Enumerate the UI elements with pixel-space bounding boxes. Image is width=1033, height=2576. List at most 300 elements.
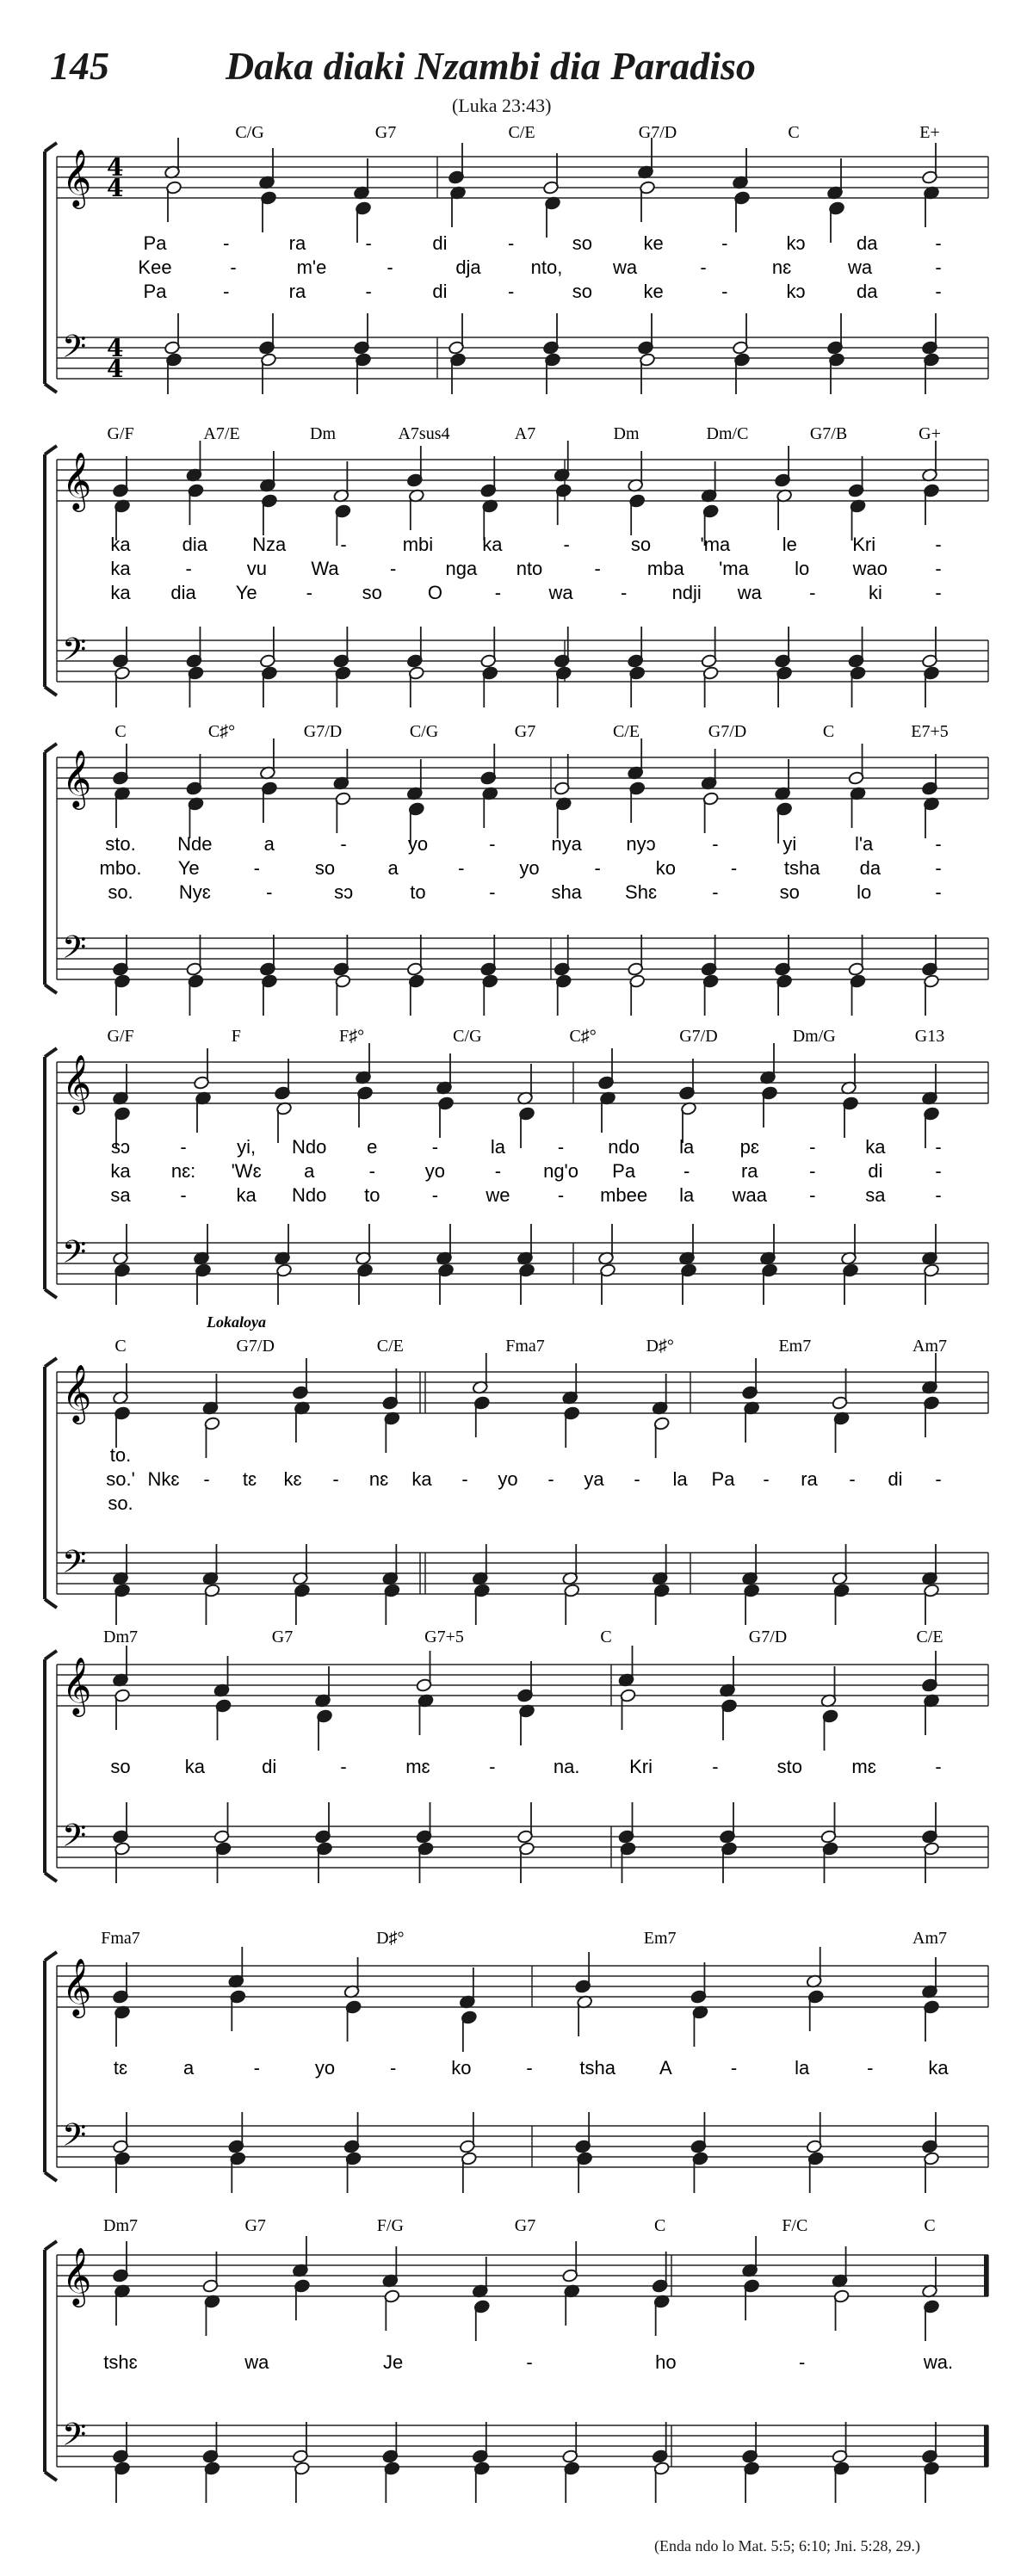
bass-note (833, 1584, 850, 1625)
system-bracket (45, 446, 57, 695)
lyric-syllable: - (180, 1136, 187, 1158)
lyric-syllable: - (809, 582, 816, 603)
lyric-syllable: yo (498, 1468, 518, 1490)
lyric-syllable: sha (551, 881, 582, 903)
treble-note (775, 446, 791, 487)
tenor-note (701, 627, 717, 668)
lyric-syllable: la (490, 1136, 506, 1158)
bass-note (629, 974, 646, 1016)
treble-note (826, 158, 843, 200)
scripture-reference: (Luka 23:43) (452, 95, 552, 116)
lyric-syllable: vu (246, 558, 267, 579)
treble-note (820, 1666, 837, 1708)
treble-note (472, 2257, 488, 2298)
lyric-syllable: lo (795, 558, 810, 579)
tenor-note (690, 2112, 707, 2153)
lyric-syllable: tsha (783, 857, 820, 879)
time-signature-bottom: 4 (107, 174, 124, 202)
tenor-note (292, 1544, 308, 1585)
treble-note (732, 148, 748, 189)
treble-note (921, 1957, 937, 1998)
treble-note (448, 143, 464, 184)
alto-note (356, 1086, 373, 1127)
bass-note (261, 666, 277, 707)
lyric-syllable: so. (108, 881, 133, 903)
alto-note (261, 494, 277, 535)
alto-note (482, 787, 498, 828)
chord-symbol: Dm (613, 424, 640, 443)
lyric-syllable: Je (383, 2351, 404, 2373)
bass-note (114, 1584, 130, 1625)
tenor-note (259, 627, 275, 668)
treble-staff (57, 157, 988, 198)
bass-note (850, 974, 866, 1016)
tenor-note (775, 627, 791, 668)
chord-symbol: F/G (376, 2216, 404, 2235)
lyric-syllable: Ndo (292, 1136, 327, 1158)
chord-symbol: Dm/C (706, 424, 749, 443)
bass-note (733, 353, 750, 394)
bass-note (923, 666, 939, 707)
chord-symbol: G+ (919, 424, 941, 443)
lyric-syllable: - (557, 1184, 565, 1206)
lyric-syllable: sa (110, 1184, 131, 1206)
lyric-syllable: - (390, 558, 397, 579)
lyric-syllable: so. (108, 1492, 133, 1514)
bass-note (316, 1842, 332, 1883)
treble-note (690, 1962, 707, 2004)
lyric-syllable: - (507, 281, 515, 302)
lyric-syllable: la (795, 2057, 810, 2079)
bass-note (629, 666, 646, 707)
alto-note (518, 1704, 535, 1745)
treble-note (112, 744, 128, 785)
lyric-syllable: sa (865, 1184, 886, 1206)
bass-note (260, 353, 276, 394)
tenor-note (416, 1802, 432, 1844)
tenor-note (213, 1802, 230, 1844)
bass-note (702, 974, 719, 1016)
lyric-syllable: di (868, 1160, 883, 1182)
tenor-note (186, 627, 202, 668)
tenor-note (202, 2422, 219, 2463)
bass-note (335, 666, 351, 707)
tenor-note (775, 935, 791, 976)
alto-note (653, 2295, 670, 2336)
chord-symbol: G/F (107, 1027, 134, 1046)
alto-note (204, 1417, 220, 1458)
tenor-note (637, 313, 653, 355)
lyric-syllable: - (935, 281, 942, 302)
alto-note (564, 2284, 580, 2326)
treble-note (333, 461, 349, 503)
alto-note (335, 792, 351, 833)
chord-symbol: G7/D (708, 722, 747, 741)
tenor-note (112, 1224, 128, 1265)
bass-note (923, 2152, 939, 2193)
lyric-syllable: 'Wɛ (231, 1160, 262, 1182)
tenor-note (382, 2422, 399, 2463)
alto-note (518, 1107, 535, 1148)
treble-note (112, 1962, 128, 2004)
bass-note (923, 1842, 939, 1883)
tenor-note (112, 935, 128, 976)
treble-note (742, 1358, 758, 1399)
bass-clef: 𝄢 (62, 1234, 87, 1278)
tenor-note (652, 1544, 668, 1585)
chord-symbol: C/E (612, 722, 640, 741)
alto-note (629, 494, 646, 535)
lyric-syllable: - (461, 1468, 468, 1490)
tenor-note (597, 1224, 614, 1265)
lyric-syllable: Pa (612, 1160, 636, 1182)
lyric-syllable: le (782, 534, 797, 555)
bass-note (114, 974, 130, 1016)
alto-note (842, 1096, 858, 1138)
treble-staff (57, 1966, 988, 2007)
alto-note (418, 1694, 434, 1735)
treble-note (228, 1947, 244, 1988)
bass-note (204, 2462, 220, 2503)
tenor-note (628, 935, 644, 976)
lyric-syllable: - (365, 281, 372, 302)
tenor-note (472, 2422, 488, 2463)
tenor-note (820, 1802, 837, 1844)
lyric-syllable: wa (847, 256, 873, 278)
bass-note (215, 1842, 232, 1883)
alto-note (114, 1406, 130, 1448)
alto-note (692, 2005, 708, 2047)
lyric-syllable: Nkɛ (147, 1468, 180, 1490)
lyric-syllable: - (494, 1160, 502, 1182)
bass-note (518, 1842, 535, 1883)
lyric-syllable: so (630, 534, 652, 555)
bass-clef: 𝄢 (62, 632, 87, 676)
lyric-syllable: pɛ (739, 1136, 759, 1158)
alto-note (923, 186, 939, 227)
alto-note (761, 1086, 777, 1127)
lyric-syllable: - (935, 256, 942, 278)
bass-note (564, 1584, 580, 1625)
lyric-syllable: lo (857, 881, 872, 903)
alto-note (833, 2289, 850, 2331)
lyric-syllable: mɛ (405, 1756, 430, 1777)
treble-note (575, 1952, 591, 1993)
treble-note (406, 446, 423, 487)
final-barline (984, 2425, 988, 2467)
tenor-note (921, 2422, 937, 2463)
alto-note (744, 2279, 760, 2320)
bass-note (923, 1584, 939, 1625)
lyric-syllable: di (432, 281, 448, 302)
bass-note (473, 2462, 490, 2503)
tenor-note (333, 627, 349, 668)
alto-note (923, 797, 939, 838)
treble-note (742, 2236, 758, 2277)
treble-note (618, 1646, 634, 1687)
tenor-note (921, 1224, 937, 1265)
lyric-syllable: Nza (252, 534, 287, 555)
lyric-syllable: so (314, 857, 336, 879)
alto-note (473, 2300, 490, 2341)
lyric-syllable: ndji (671, 582, 702, 603)
bass-note (114, 2152, 130, 2193)
chord-symbol: A7/E (203, 424, 240, 443)
treble-note (637, 138, 653, 179)
bass-note (744, 2462, 760, 2503)
alto-note (384, 2289, 400, 2331)
bass-note (114, 666, 130, 707)
lyric-syllable: a (304, 1160, 315, 1182)
bass-clef: 𝄢 (62, 2417, 87, 2461)
tenor-note (575, 2112, 591, 2153)
chord-symbol: G7 (244, 2216, 266, 2235)
chord-symbol: C/G (453, 1027, 482, 1046)
tenor-note (292, 2422, 308, 2463)
treble-staff (57, 2255, 988, 2296)
bass-clef: 𝄢 (62, 1818, 87, 1862)
lyric-syllable: la (679, 1184, 695, 1206)
lyric-syllable: - (730, 2057, 738, 2079)
lyric-syllable: - (494, 582, 502, 603)
bass-note (555, 666, 572, 707)
treble-note (292, 2236, 308, 2277)
lyric-syllable: - (458, 857, 465, 879)
lyric-syllable: - (721, 281, 728, 302)
lyric-syllable: A (659, 2057, 672, 2079)
lyric-syllable: - (620, 582, 628, 603)
alto-note (449, 186, 466, 227)
tenor-note (554, 935, 570, 976)
bass-staff (57, 337, 988, 379)
lyric-syllable: - (340, 833, 347, 855)
treble-note (186, 754, 202, 795)
lyric-syllable: ra (801, 1468, 818, 1490)
lyric-syllable: di (888, 1468, 903, 1490)
tenor-note (436, 1224, 452, 1265)
lyric-syllable: - (700, 256, 707, 278)
lyric-syllable: mbo. (99, 857, 142, 879)
treble-note (921, 1064, 937, 1105)
tenor-note (652, 2422, 668, 2463)
lyric-syllable: - (223, 232, 230, 254)
hymn-number: 145 (50, 44, 109, 88)
lyric-syllable: - (223, 281, 230, 302)
lyric-syllable: tɛ (242, 1468, 257, 1490)
lyric-syllable: - (935, 857, 942, 879)
lyric-syllable: - (809, 1184, 816, 1206)
lyric-syllable: ya (584, 1468, 604, 1490)
lyric-syllable: sɔ (111, 1136, 130, 1158)
tenor-note (406, 627, 423, 668)
alto-note (473, 1396, 490, 1437)
treble-note (678, 1059, 695, 1100)
bass-note (923, 2462, 939, 2503)
lyric-syllable: tsha (579, 2057, 615, 2079)
system-bracket (45, 1651, 57, 1881)
lyric-syllable: - (489, 881, 496, 903)
alto-note (215, 1699, 232, 1740)
lyric-syllable: - (526, 2351, 533, 2373)
bass-note (408, 974, 424, 1016)
bass-note (828, 353, 844, 394)
chord-symbol: C (600, 1628, 612, 1646)
treble-note (719, 1656, 735, 1697)
lyric-syllable: Kri (852, 534, 876, 555)
bass-note (833, 2462, 850, 2503)
system-bracket (45, 1048, 57, 1298)
chord-symbol: G13 (914, 1027, 945, 1046)
alto-note (639, 181, 655, 222)
bass-note (204, 1584, 220, 1625)
alto-note (564, 1406, 580, 1448)
lyric-syllable: ka (411, 1468, 432, 1490)
chord-symbol: C (788, 123, 800, 142)
lyric-syllable: - (253, 2057, 260, 2079)
chord-symbol: C♯° (207, 722, 236, 741)
tenor-note (193, 1224, 209, 1265)
lyric-syllable: - (332, 1468, 339, 1490)
treble-clef: 𝄞 (62, 1656, 92, 1714)
lyric-syllable: yi, (237, 1136, 257, 1158)
lyric-syllable: - (526, 2057, 533, 2079)
tenor-note (921, 935, 937, 976)
treble-note (628, 451, 644, 492)
tenor-note (314, 1802, 331, 1844)
alto-note (822, 1709, 838, 1751)
chord-symbol: Am7 (912, 1929, 947, 1948)
alto-note (260, 191, 276, 232)
bass-clef: 𝄢 (62, 930, 87, 973)
treble-note (382, 1368, 399, 1410)
lyric-syllable: nto (516, 558, 543, 579)
lyric-syllable: Pa (143, 281, 167, 302)
lyric-syllable: a (183, 2057, 195, 2079)
chord-symbol: G/F (107, 424, 134, 443)
lyric-syllable: - (306, 582, 312, 603)
tenor-note (164, 313, 180, 355)
lyric-syllable: Nyɛ (178, 881, 211, 903)
alto-note (653, 1417, 670, 1458)
lyric-syllable: - (390, 2057, 397, 2079)
lyric-syllable: dja (455, 256, 481, 278)
bass-note (335, 974, 351, 1016)
tenor-note (274, 1224, 290, 1265)
treble-note (480, 456, 497, 497)
bass-note (384, 1584, 400, 1625)
tenor-note (742, 2422, 758, 2463)
tenor-note (186, 935, 202, 976)
lyric-syllable: - (340, 534, 347, 555)
lyric-syllable: ka (110, 582, 131, 603)
lyric-syllable: l'a (854, 833, 874, 855)
lyric-syllable: to. (109, 1444, 132, 1466)
bass-note (345, 2152, 362, 2193)
treble-note (259, 738, 275, 780)
treble-note (554, 441, 570, 482)
bass-note (230, 2152, 246, 2193)
lyric-syllable: - (935, 582, 942, 603)
lyric-syllable: e (367, 1136, 378, 1158)
treble-note (112, 1064, 128, 1105)
lyric-syllable: - (935, 1160, 942, 1182)
tenor-note (832, 2422, 848, 2463)
system-bracket (45, 2241, 57, 2480)
lyric-syllable: kɔ (786, 281, 806, 302)
chord-symbol: Am7 (912, 1337, 947, 1356)
lyric-syllable: nɛ: (170, 1160, 196, 1182)
lyric-syllable: - (368, 1160, 375, 1182)
treble-note (562, 1363, 578, 1405)
chord-symbol: Dm/G (792, 1027, 836, 1046)
alto-note (114, 2284, 130, 2326)
final-barline (984, 2255, 988, 2296)
bass-clef: 𝄢 (62, 2117, 87, 2161)
tenor-note (848, 935, 864, 976)
alto-note (850, 787, 866, 828)
bass-note (744, 1584, 760, 1625)
alto-note (461, 2011, 477, 2052)
alto-note (437, 1096, 454, 1138)
chord-symbol: C (114, 722, 127, 741)
lyric-syllable: wa (737, 582, 762, 603)
lyric-syllable: - (634, 1468, 640, 1490)
system-bracket (45, 1358, 57, 1608)
tenor-note (406, 935, 423, 976)
scripture-footnote: (Enda ndo lo Mat. 5:5; 6:10; Jni. 5:28, 29.) (654, 2537, 920, 2554)
bass-note (544, 353, 560, 394)
tenor-note (806, 2112, 822, 2153)
treble-note (652, 1374, 668, 1415)
lyric-syllable: Ndo (292, 1184, 327, 1206)
bass-note (702, 666, 719, 707)
lyric-syllable: - (431, 1184, 439, 1206)
alto-note (195, 1091, 211, 1133)
bass-note (807, 2152, 824, 2193)
bass-note (461, 2152, 477, 2193)
lyric-syllable: yo (314, 2057, 336, 2079)
bass-note (653, 2462, 670, 2503)
tenor-note (921, 313, 937, 355)
lyric-syllable: ka (236, 1184, 257, 1206)
chord-symbol: G7/D (679, 1027, 718, 1046)
treble-note (701, 461, 717, 503)
alto-note (261, 781, 277, 823)
lyric-syllable: - (935, 558, 942, 579)
lyric-syllable: - (712, 881, 719, 903)
treble-note (164, 138, 180, 179)
treble-note (186, 441, 202, 482)
alto-note (294, 1401, 310, 1442)
chord-symbol: G7+5 (424, 1628, 464, 1646)
lyric-syllable: - (935, 1756, 942, 1777)
tenor-note (921, 1544, 937, 1585)
tenor-note (228, 2112, 244, 2153)
lyric-syllable: yi (782, 833, 797, 855)
bass-note (188, 974, 204, 1016)
treble-note (472, 1353, 488, 1394)
chord-symbol: G7/D (638, 123, 677, 142)
tenor-note (832, 1544, 848, 1585)
treble-note (516, 1064, 533, 1105)
lyric-syllable: wa. (923, 2351, 954, 2373)
lyric-syllable: - (594, 558, 601, 579)
lyric-syllable: Shɛ (625, 881, 658, 903)
lyric-syllable: - (431, 1136, 439, 1158)
lyric-syllable: - (684, 1160, 690, 1182)
treble-note (480, 744, 497, 785)
lyric-syllable: wa (244, 2351, 269, 2373)
